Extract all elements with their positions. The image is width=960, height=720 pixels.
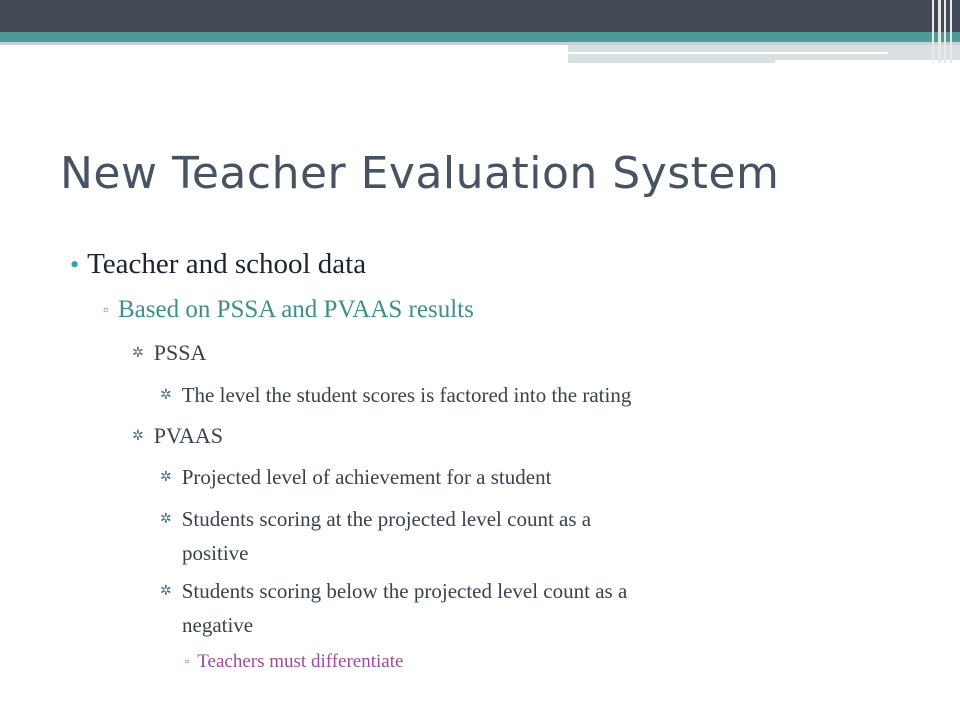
bullet-text: PSSA <box>153 340 207 365</box>
bullet-text-continuation: negative <box>182 613 254 637</box>
bullet-text: Students scoring at the projected level count as a <box>181 507 592 531</box>
bullet-text-continuation: positive <box>182 541 249 565</box>
bullet-text: Teacher and school data <box>87 248 367 280</box>
bullet-level1 <box>70 248 366 281</box>
bullet-level4 <box>160 383 631 408</box>
star-bullet-icon: ✲ <box>160 388 172 403</box>
square-bullet-icon: ▫ <box>185 654 190 668</box>
bullet-text: Students scoring below the projected level count as a <box>181 579 628 603</box>
slide-title: New Teacher Evaluation System <box>60 148 780 199</box>
bullet-text: The level the student scores is factored into the rating <box>181 383 632 407</box>
bullet-level3 <box>132 340 206 366</box>
bullet-level4 <box>160 465 551 490</box>
star-bullet-icon: ✲ <box>160 584 172 599</box>
bullet-text: Teachers must differentiate <box>197 651 404 672</box>
star-bullet-icon: ✲ <box>160 512 172 527</box>
bullet-level2 <box>103 296 474 324</box>
bullet-dot-icon: • <box>70 250 80 279</box>
bullet-level3 <box>132 423 223 449</box>
bullet-text: PVAAS <box>153 423 224 448</box>
bullet-level4 <box>160 576 880 640</box>
bullet-level5 <box>185 651 403 673</box>
bullet-level4 <box>160 504 880 568</box>
star-bullet-icon: ✲ <box>160 470 172 485</box>
bullet-text: Based on PSSA and PVAAS results <box>117 296 474 323</box>
square-bullet-icon: ▫ <box>103 303 108 318</box>
bullet-text: Projected level of achievement for a student <box>181 465 552 489</box>
star-bullet-icon: ✲ <box>132 429 144 444</box>
star-bullet-icon: ✲ <box>132 346 144 361</box>
